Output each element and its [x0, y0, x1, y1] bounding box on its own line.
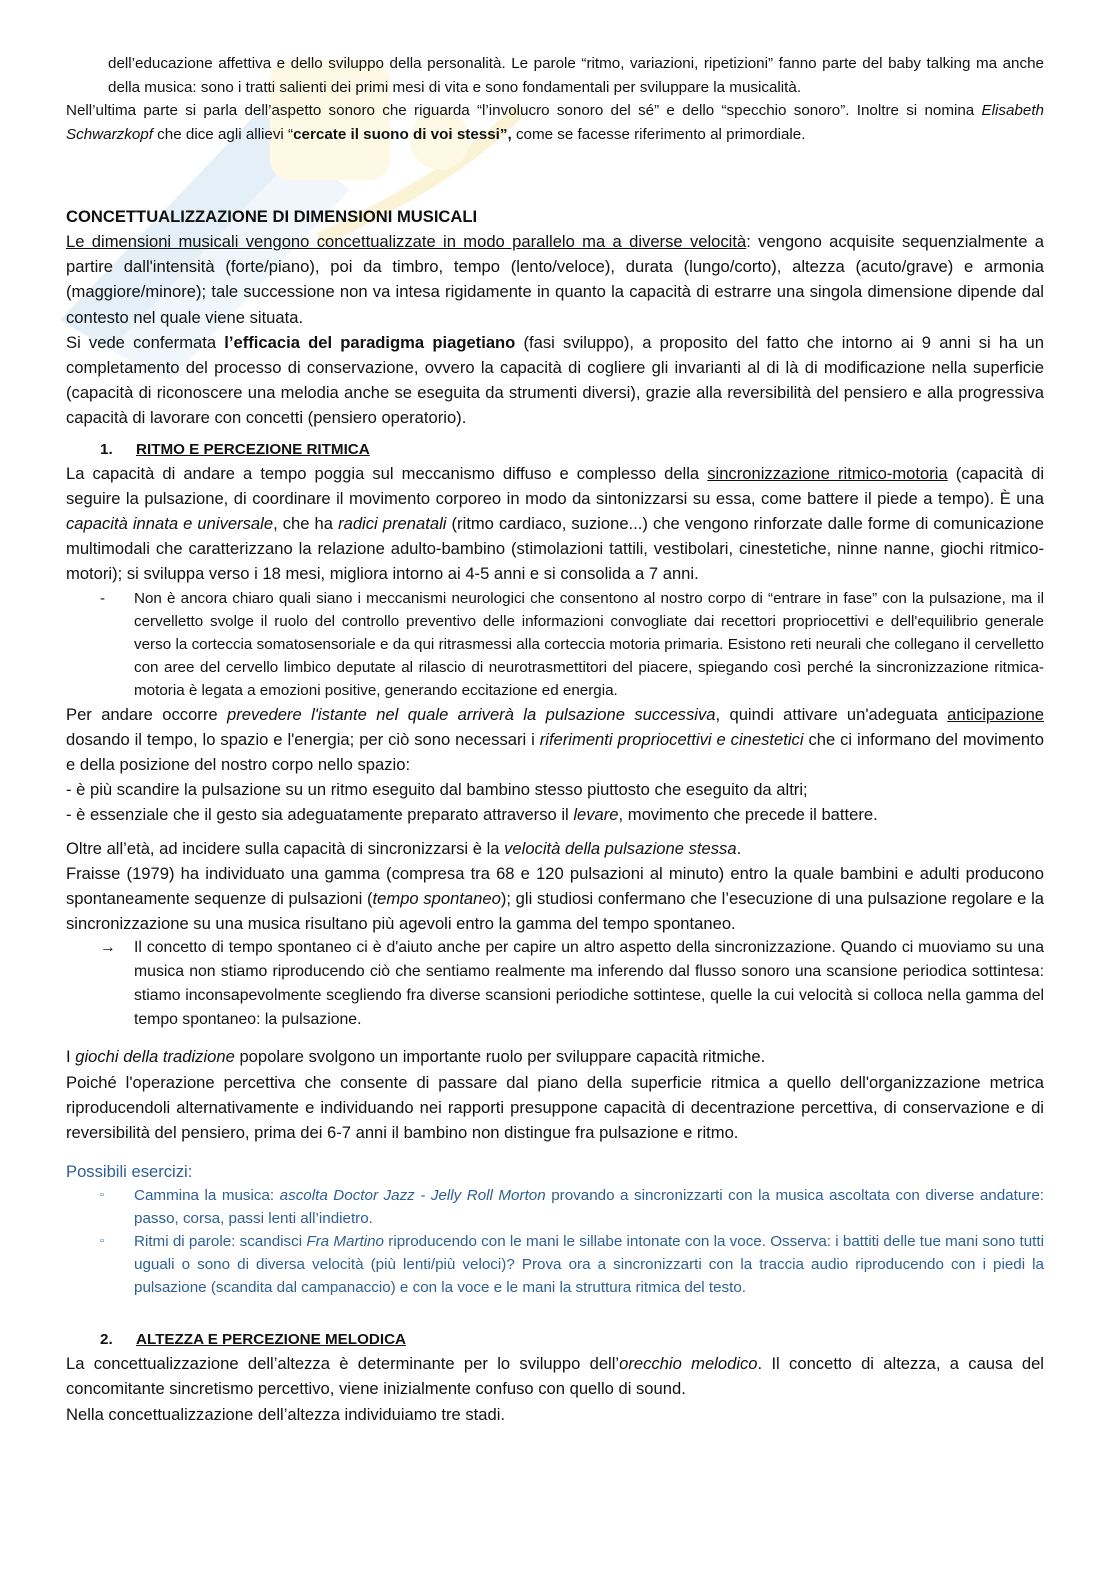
rhythm-paragraph-7: I giochi della tradizione popolare svolgono un importante ruolo per sviluppare capacità ritmiche.: [66, 1047, 766, 1067]
rhythm-paragraph-1: La capacità di andare a tempo poggia sul meccanismo diffuso e complesso della sincronizzazione ritmico-motoria (capacità di seguire la pulsazione, di coordinare il movimento corporeo in modo da sintonizzarsi su essa, come battere il piede a tempo). È una capacità innata e universale, che ha radici prenatali (ritmo cardiaco, suzione...) che vengono rinforzate dalle forme di comunicazione multimodali che caratterizzano la relazione adulto-bambino (stimolazioni tattili, vestibolari, cinestetiche, ninne nanne, giochi ritmico-motori); si sviluppa verso i 18 mesi, migliora intorno ai 4-5 anni e si consolida a 7 anni.: [66, 463, 1045, 584]
rhythm-arrow-note: → Il concetto di tempo spontaneo ci è d'aiuto anche per capire un altro aspetto della sincronizzazione. Quando ci muoviamo su una musica non stiamo riproducendo ciò che sentiamo realmente ma inferendo dal flusso sonoro una scansione periodica sottintesa: stiamo inconsapevolmente scegliendo fra diverse scansioni periodiche sottintese, quelle la cui velocità si colloca nella gamma del tempo spontaneo: la pulsazione.: [100, 939, 1044, 1029]
exercise-item-2: ▫ Ritmi di parole: scandisci Fra Martino riproducendo con le mani le sillabe intonate con la voce. Osserva: i battiti delle tue mani sono tutti uguali o sono di diversa velocità (più lenti/più veloci)? Prova ora a sincronizzarti con la traccia audio riproducendo con i piedi la pulsazione (scandita dal campanaccio) e con la voce e le mani la struttura ritmica del testo.: [100, 1233, 1044, 1297]
pitch-heading: 2. ALTEZZA E PERCEZIONE MELODICA: [100, 1331, 406, 1349]
rhythm-line-4: - è essenziale che il gesto sia adeguatamente preparato attraverso il levare, movimento che precede il battere.: [66, 805, 878, 825]
exercises-title: Possibili esercizi:: [66, 1162, 193, 1182]
section-paragraph-2: Si vede confermata l’efficacia del paradigma piagetiano (fasi sviluppo), a proposito del fatto che intorno ai 9 anni si ha un completamento del processo di conservazione, ovvero la capacità di cogliere gli invarianti al di là di modificazione nella superficie (capacità di riconoscere una melodia anche se eseguita da strumenti diversi), grazie alla reversibilità del pensiero e alla progressiva capacità di lavorare con concetti (pensiero operatorio).: [66, 332, 1044, 428]
rhythm-paragraph-8: Poiché l'operazione percettiva che consente di passare dal piano della superficie ritmica a quello dell'organizzazione metrica riproducendoli alternativamente e individuando nei rapporti presuppone capacità di decentrazione percettiva, di conservazione e di reversibilità del pensiero, prima dei 6-7 anni il bambino non distingue fra pulsazione e ritmo.: [66, 1072, 1044, 1143]
rhythm-heading: 1. RITMO E PERCEZIONE RITMICA: [100, 440, 370, 458]
exercise-item-1: ▫ Cammina la musica: ascolta Doctor Jazz - Jelly Roll Morton provando a sincronizzarti con la musica ascoltata con diverse andature: passo, corsa, passi lenti all’indietro.: [100, 1187, 1044, 1228]
section-title: CONCETTUALIZZAZIONE DI DIMENSIONI MUSICALI: [66, 207, 478, 226]
intro-paragraph-2: Nell’ultima parte si parla dell’aspetto sonoro che riguarda “l’involucro sonoro del sé” e dello “specchio sonoro”. Inoltre si nomina Elisabeth Schwarzkopf che dice agli allievi “cercate il suono di voi stessi”, come se facesse riferimento al primordiale.: [66, 102, 1044, 143]
rhythm-dash-note: - Non è ancora chiaro quali siano i meccanismi neurologici che consentono al nostro corpo di “entrare in fase” con la pulsazione, ma il cervelletto svolge il ruolo del controllo preventivo delle informazioni convogliate dai recettori propriocettivi e dell'equilibrio generale verso la corteccia somatosensoriale e da qui ritrasmessi alla corteccia motoria primaria. Esistono reti neurali che collegano il cervelletto con aree del cervello limbico deputate al rilascio di neurotrasmettitori del piacere, spiegando così perché la sincronizzazione ritmica-motoria è legata a emozioni positive, generando eccitazione ed energia.: [100, 589, 1044, 699]
pitch-paragraph-1: La concettualizzazione dell’altezza è determinante per lo sviluppo dell’orecchio melodico. Il concetto di altezza, a causa del concomitante sincretismo percettivo, viene inizialmente confuso con quello di sound.: [66, 1354, 1044, 1399]
pitch-paragraph-2: Nella concettualizzazione dell’altezza individuiamo tre stadi.: [66, 1404, 506, 1424]
rhythm-paragraph-2: Per andare occorre prevedere l'istante nel quale arriverà la pulsazione successiva, quindi attivare un'adeguata anticipazione dosando il tempo, lo spazio e l'energia; per ciò sono necessari i riferimenti propriocettivi e cinestetici che ci informano del movimento e della posizione del nostro corpo nello spazio:: [66, 704, 1045, 775]
document-page: [66, 52, 1044, 1427]
rhythm-line-3: - è più scandire la pulsazione su un ritmo eseguito dal bambino stesso piuttosto che eseguito da altri;: [66, 780, 808, 800]
section-paragraph-1: Le dimensioni musicali vengono concettualizzate in modo parallelo ma a diverse velocità: vengono acquisite sequenzialmente a partire dall'intensità (forte/piano), poi da timbro, tempo (lento/veloce), durata (lungo/corto), altezza (acuto/grave) e armonia (maggiore/minore); tale successione non va intesa rigidamente in quanto la capacità di estrarre una singola dimensione dipende dal contesto nel quale viene situata.: [66, 232, 1045, 327]
rhythm-paragraph-5: Oltre all’età, ad incidere sulla capacità di sincronizzarsi è la velocità della pulsazione stessa.: [66, 838, 742, 858]
rhythm-paragraph-6: Fraisse (1979) ha individuato una gamma (compresa tra 68 e 120 pulsazioni al minuto) entro la quale bambini e adulti producono spontaneamente sequenze di pulsazioni (tempo spontaneo); gli studiosi confermano che l’esecuzione di una pulsazione regolare e la sincronizzazione su una musica risultano più agevoli entro la gamma del tempo spontaneo.: [66, 863, 1044, 934]
intro-paragraph-1: dell’educazione affettiva e dello sviluppo della personalità. Le parole “ritmo, variazioni, ripetizioni” fanno parte del baby talking ma anche della musica: sono i tratti salienti dei primi mesi di vita e sono fondamentali per sviluppare la musicalità.: [108, 55, 1044, 96]
